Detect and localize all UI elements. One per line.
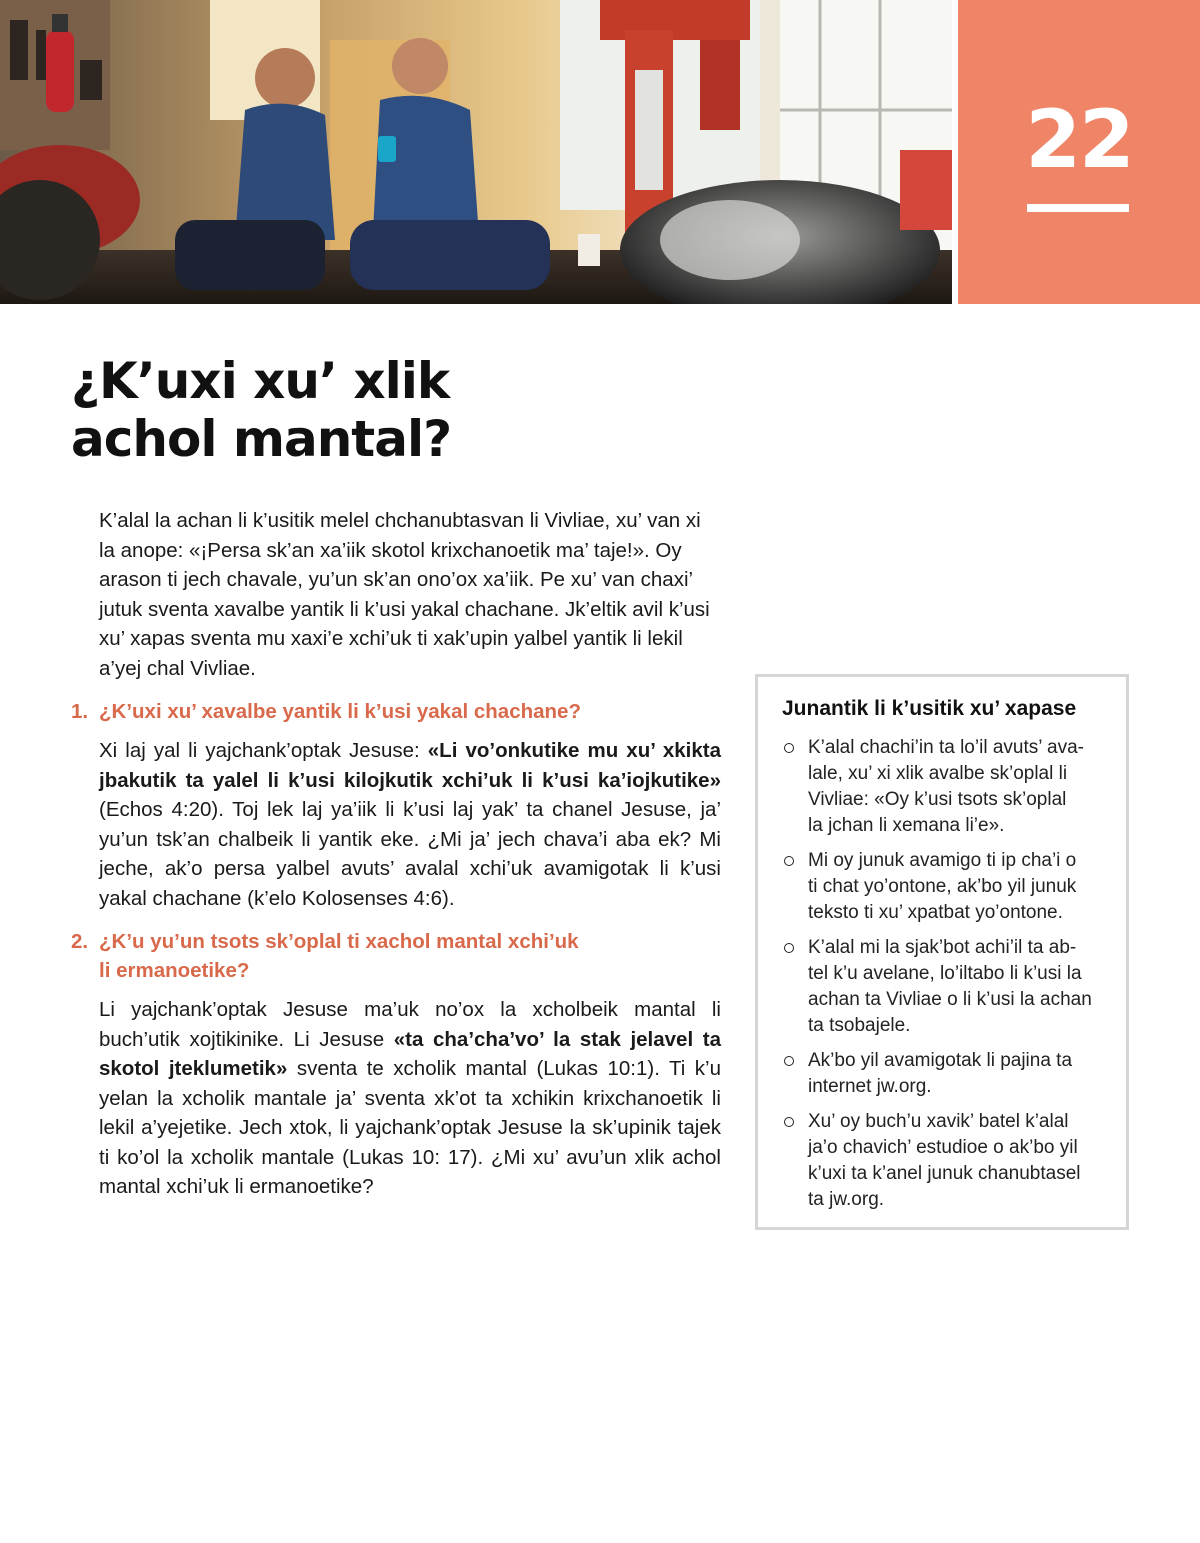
section-2-question-line: li ermanoetike? <box>99 959 250 982</box>
page-title-line-1: ¿K’uxi xu’ xlik <box>71 352 450 410</box>
suggestion-item <box>782 935 1106 1039</box>
suggestions-box <box>755 674 1129 1230</box>
suggestion-line: Vivliae: «Oy k’usi tsots sk’oplal <box>808 789 1067 810</box>
circle-bullet-icon <box>784 1056 794 1066</box>
section-2-question-text <box>99 927 721 985</box>
suggestion-text <box>808 735 1106 839</box>
suggestion-line: K’alal chachi’in ta lo’il avuts’ ava- <box>808 737 1084 758</box>
section-1-question-text <box>99 697 721 726</box>
main-column <box>71 506 722 1202</box>
suggestion-item <box>782 1109 1106 1213</box>
page-title <box>71 352 711 468</box>
page-title-line-2: achol mantal? <box>71 410 452 468</box>
section-2-number: 2. <box>71 930 89 953</box>
section-1-text-before: Xi laj yal li yajchank’optak Jesuse: <box>99 739 428 762</box>
suggestion-line: tel k’u avelane, lo’iltabo li k’usi la <box>808 963 1082 984</box>
section-1-question <box>71 697 721 726</box>
section-1-text-after: (Echos 4:20). Toj lek laj ya’iik li k’usi laj yak’ ta chanel Jesuse, ja’ yu’un tsk’an chalbeik li yantik eke. ¿Mi ja’ jech chava’i aba ek? Mi jeche, ak’o persa yalbel avuts’ avalal xchi’uk avamigotak li k’usi yakal chachane (k’elo Kolosenses 4:6). <box>99 798 721 910</box>
intro-paragraph: K’alal la achan li k’usitik melel chchanubtasvan li Vivliae, xu’ van xi la anope: «¡Persa sk’an xa’iik skotol krixchanoetik ma’ taje!». Oy arason ti jech chavale, yu’un sk’an ono’ox xa’iik. Pe xu’ van chaxi’ jutuk sventa xavalbe yantik li k’usi yakal chachane. Jk’eltik avil k’usi xu’ xapas sventa mu xaxi’e xchi’uk ti xak’upin yalbel yantik li lekil a’yej chal Vivliae. <box>99 509 710 680</box>
suggestion-line: lale, xu’ xi xlik avalbe sk’oplal li <box>808 763 1068 784</box>
suggestion-line: ja’o chavich’ estudioe o ak’bo yil <box>808 1137 1078 1158</box>
section-2-question <box>71 927 721 985</box>
section-1-quote: «Li vo’onkutike mu xu’ xkikta jbakutik ta yalel li k’usi kilojkutik xchi’uk li k’usi ka’iojkutike» <box>99 739 721 792</box>
suggestion-line: Xu’ oy buch’u xavik’ batel k’alal <box>808 1111 1069 1132</box>
suggestion-line: k’uxi ta k’anel junuk chanubtasel <box>808 1163 1081 1184</box>
section-2-quote: «ta cha’cha’vo’ la stak jelavel ta skotol jteklumetik» <box>99 1027 721 1080</box>
section-1-paragraph <box>99 736 721 913</box>
repair-shop-illustration <box>0 0 952 304</box>
section-1-number: 1. <box>71 700 89 723</box>
section-2-text-after: sventa te xcholik mantal (Lukas 10:1). Ti k’u yelan la xcholik mantale ja’ sventa xk’ot ta xchikin krixchanoetik li lekil a’yejetike. Jech xtok, li yajchank’optak Jesuse la sk’upinik tajek ti ko’ol la xcholik mantale (Lukas 10: 17). ¿Mi xu’ avu’un xlik achol mantal xchi’uk li ermanoetike? <box>99 1057 722 1198</box>
suggestion-line: ta jw.org. <box>808 1189 885 1210</box>
circle-bullet-icon <box>784 743 794 753</box>
suggestion-text <box>808 935 1106 1039</box>
circle-bullet-icon <box>784 1117 794 1127</box>
lesson-number-underline <box>1027 204 1129 212</box>
suggestion-text <box>808 848 1106 926</box>
section-2-text-before: Li yajchank’optak Jesuse ma’uk no’ox la xcholbeik mantal li buch’utik xojtikinike. Li Jesuse <box>99 998 721 1051</box>
header-photo <box>0 0 952 304</box>
suggestion-line: teksto ti xu’ xpatbat yo’ontone. <box>808 902 1063 923</box>
suggestion-text <box>808 1048 1106 1100</box>
suggestion-text <box>808 1109 1106 1213</box>
suggestions-list <box>782 735 1106 1213</box>
section-2-paragraph <box>99 995 721 1202</box>
suggestion-line: internet jw.org. <box>808 1076 932 1097</box>
suggestion-line: achan ta Vivliae o li k’usi la achan <box>808 989 1092 1010</box>
circle-bullet-icon <box>784 856 794 866</box>
suggestion-item <box>782 1048 1106 1100</box>
suggestion-line: Mi oy junuk avamigo ti ip cha’i o <box>808 850 1077 871</box>
suggestion-line: ti chat yo’ontone, ak’bo yil junuk <box>808 876 1077 897</box>
suggestion-line: la jchan li xemana li’e». <box>808 815 1005 836</box>
circle-bullet-icon <box>784 943 794 953</box>
suggestion-line: ta tsobajele. <box>808 1015 911 1036</box>
suggestion-line: K’alal mi la sjak’bot achi’il ta ab- <box>808 937 1077 958</box>
suggestions-title: Junantik li k’usitik xu’ xapase <box>782 697 1077 720</box>
suggestion-line: Ak’bo yil avamigotak li pajina ta <box>808 1050 1073 1071</box>
lesson-number: 22 <box>1025 93 1133 186</box>
lesson-number-box <box>958 0 1200 304</box>
suggestion-item <box>782 735 1106 839</box>
section-2-question-line: ¿K’u yu’un tsots sk’oplal ti xachol mantal xchi’uk <box>99 930 579 953</box>
section-1-question-line: ¿K’uxi xu’ xavalbe yantik li k’usi yakal chachane? <box>99 700 581 723</box>
suggestion-item <box>782 848 1106 926</box>
